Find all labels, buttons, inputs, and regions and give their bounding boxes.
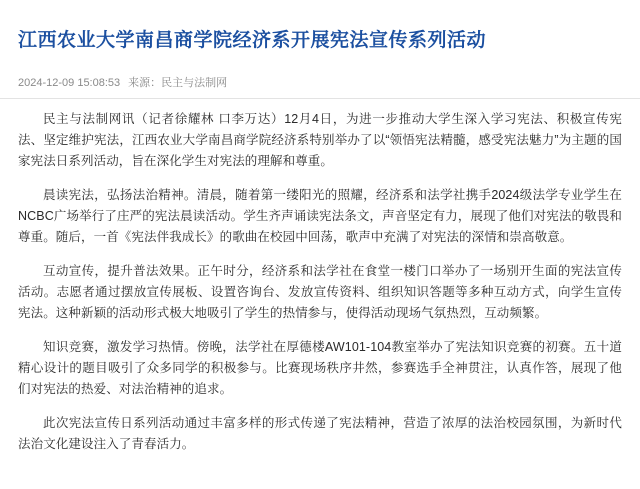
- article-meta: [0, 75, 640, 98]
- article-body: [0, 109, 640, 455]
- article-paragraph: 互动宣传，提升普法效果。正午时分，经济系和法学社在食堂一楼门口举办了一场别开生面的宪法宣传活动。志愿者通过摆放宣传展板、设置咨询台、发放宣传资料、组织知识答题等多种互动方式，向学生宣传宪法。这种新颖的活动形式极大地吸引了学生的热情参与，使得活动现场气氛热烈，互动频繁。: [18, 264, 622, 321]
- article-paragraph: 民主与法制网讯（记者徐耀林 口李万达）12月4日，为进一步推动大学生深入学习宪法、积极宣传宪法、坚定维护宪法，江西农业大学南昌商学院经济系特别举办了以“领悟宪法精髓，感受宪法魅力”为主题的国家宪法日系列活动，旨在深化学生对宪法的理解和尊重。: [18, 112, 622, 169]
- publish-timestamp: 2024-12-09 15:08:53: [18, 77, 121, 90]
- header-divider: [0, 98, 640, 99]
- page-title: 江西农业大学南昌商学院经济系开展宪法宣传系列活动: [18, 29, 487, 51]
- article-paragraph: 知识竞赛，激发学习热情。傍晚，法学社在厚德楼AW101-104教室举办了宪法知识竞赛的初赛。五十道精心设计的题目吸引了众多同学的积极参与。比赛现场秩序井然，参赛选手全神贯注，认真作答，展现了他们对宪法的热爱、对法治精神的追求。: [18, 340, 622, 397]
- article-source: 来源：民主与法制网: [128, 77, 228, 90]
- article-paragraph: 此次宪法宣传日系列活动通过丰富多样的形式传递了宪法精神，营造了浓厚的法治校园氛围，为新时代法治文化建设注入了青春活力。: [18, 416, 622, 452]
- article-paragraph: 晨读宪法，弘扬法治精神。清晨，随着第一缕阳光的照耀，经济系和法学社携手2024级法学专业学生在NCBC广场举行了庄严的宪法晨读活动。学生齐声诵读宪法条文，声音坚定有力，展现了他们对宪法的敬畏和尊重。随后，一首《宪法伴我成长》的歌曲在校园中回荡，歌声中充满了对宪法的深情和崇高敬意。: [18, 188, 622, 245]
- article-page: [0, 13, 640, 489]
